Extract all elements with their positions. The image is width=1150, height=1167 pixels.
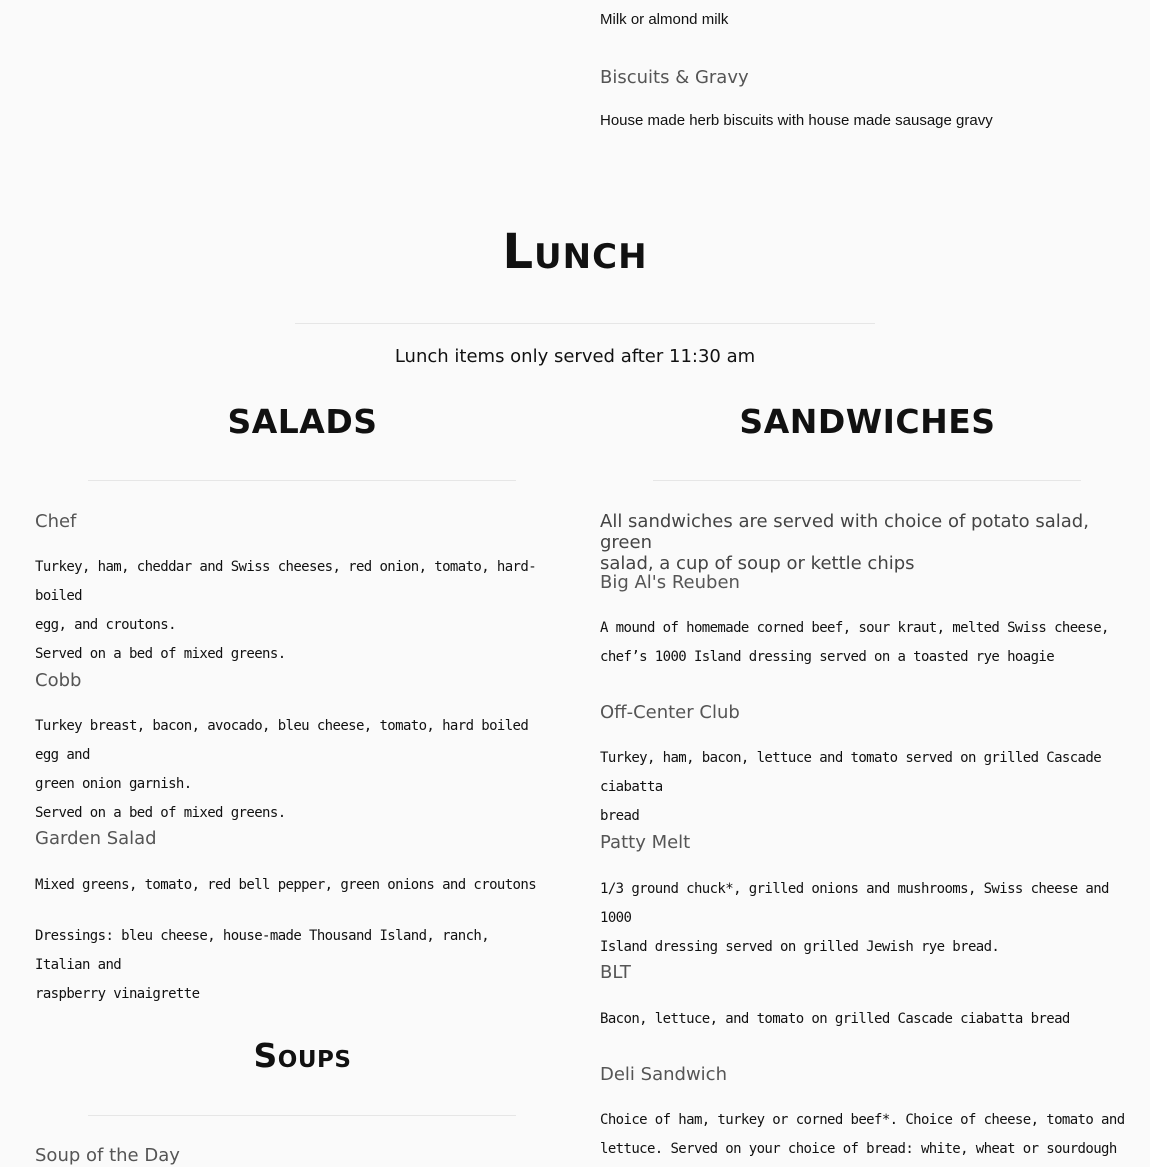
- salad-dressings-line: Dressings: bleu cheese, house-made Thousand Island, ranch, Italian and: [35, 928, 490, 973]
- sandwich-item-desc-line: Island dressing served on grilled Jewish rye bread.: [600, 939, 1000, 955]
- sandwich-item-desc-line: 1/3 ground chuck*, grilled onions and mushrooms, Swiss cheese and 1000: [600, 881, 1109, 926]
- lunch-divider: [295, 323, 875, 324]
- salad-item-desc-line: green onion garnish.: [35, 776, 192, 792]
- sandwich-item-reuben: [600, 572, 1125, 672]
- sandwich-item-desc-line: chef’s 1000 Island dressing served on a toasted rye hoagie: [600, 649, 1055, 665]
- sandwich-item-patty-melt: [600, 832, 1125, 962]
- salad-item-desc-line: Mixed greens, tomato, red bell pepper, green onions and croutons: [35, 877, 537, 893]
- salad-item-desc-line: Turkey breast, bacon, avocado, bleu cheese, tomato, hard boiled egg and: [35, 718, 529, 763]
- sandwich-item-club: [600, 702, 1125, 831]
- salad-dressings: [35, 922, 545, 1009]
- salads-title: SALADS: [227, 402, 378, 441]
- sandwich-item-title: Off-Center Club: [600, 702, 740, 723]
- breakfast-item-title-biscuits: Biscuits & Gravy: [600, 67, 749, 88]
- sandwich-item-title: Big Al's Reuben: [600, 572, 740, 593]
- salad-item-desc-line: Served on a bed of mixed greens.: [35, 805, 286, 821]
- sandwiches-intro-line: salad, a cup of soup or kettle chips: [600, 553, 915, 574]
- soup-item-title: Soup of the Day: [35, 1145, 180, 1166]
- salad-item-title: Garden Salad: [35, 828, 157, 849]
- lunch-title: Lunch: [502, 224, 648, 280]
- salad-item-desc-line: Served on a bed of mixed greens.: [35, 646, 286, 662]
- sandwich-item-desc-line: lettuce. Served on your choice of bread: white, wheat or sourdough: [600, 1141, 1117, 1157]
- salad-item-title: Chef: [35, 511, 77, 532]
- sandwich-item-title: Patty Melt: [600, 832, 691, 853]
- salad-item-desc-line: Turkey, ham, cheddar and Swiss cheeses, red onion, tomato, hard-boiled: [35, 559, 537, 604]
- salad-item-desc-line: egg, and croutons.: [35, 617, 176, 633]
- breakfast-item-desc-biscuits: House made herb biscuits with house made sausage gravy: [600, 112, 993, 129]
- sandwich-item-title: BLT: [600, 962, 631, 983]
- salads-divider: [88, 480, 516, 481]
- salad-dressings-line: raspberry vinaigrette: [35, 986, 200, 1002]
- soups-divider: [88, 1115, 516, 1116]
- soups-title: Soups: [253, 1036, 352, 1075]
- sandwich-item-blt: [600, 962, 1125, 1034]
- sandwich-item-desc-line: A mound of homemade corned beef, sour kraut, melted Swiss cheese,: [600, 620, 1109, 636]
- salad-item-cobb: [35, 670, 545, 828]
- sandwich-item-desc-line: Turkey, ham, bacon, lettuce and tomato served on grilled Cascade ciabatta: [600, 750, 1102, 795]
- sandwich-item-desc-line: Bacon, lettuce, and tomato on grilled Cascade ciabatta bread: [600, 1011, 1070, 1027]
- sandwich-item-deli: [600, 1064, 1125, 1164]
- breakfast-item-desc-milk: Milk or almond milk: [600, 11, 729, 28]
- salad-item-garden: [35, 828, 545, 900]
- sandwiches-intro-line: All sandwiches are served with choice of potato salad, green: [600, 511, 1089, 553]
- salad-item-title: Cobb: [35, 670, 82, 691]
- sandwiches-title: SANDWICHES: [739, 402, 996, 441]
- salad-item-chef: [35, 511, 545, 669]
- sandwich-item-desc-line: bread: [600, 808, 640, 824]
- sandwiches-intro: [600, 511, 1125, 574]
- sandwich-item-desc-line: Choice of ham, turkey or corned beef*. Choice of cheese, tomato and: [600, 1112, 1125, 1128]
- sandwich-item-title: Deli Sandwich: [600, 1064, 727, 1085]
- sandwiches-divider: [653, 480, 1081, 481]
- lunch-note: Lunch items only served after 11:30 am: [394, 346, 756, 367]
